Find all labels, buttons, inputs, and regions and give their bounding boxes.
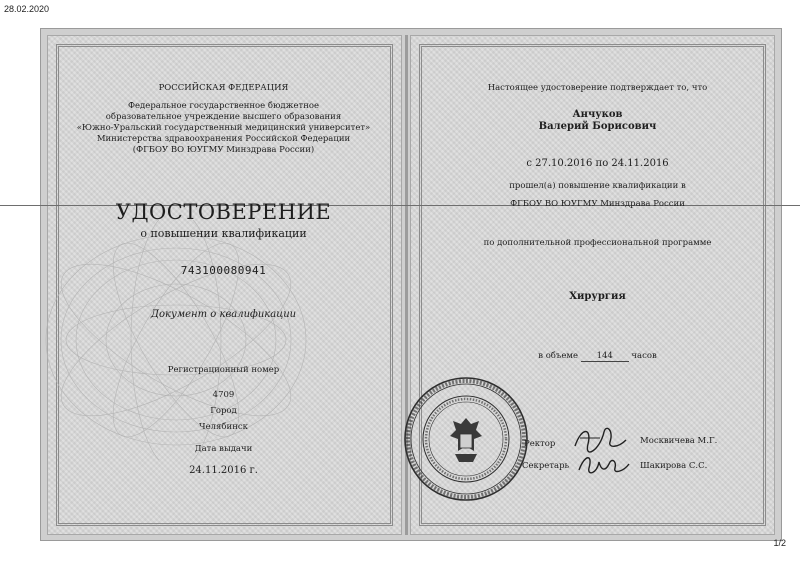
program-label: по дополнительной профессиональной программе	[483, 238, 712, 248]
official-seal-icon	[403, 376, 529, 502]
issue-date-label: Дата выдачи	[194, 444, 253, 454]
volume-hours: 144	[581, 351, 629, 362]
org-line-5: (ФГБОУ ВО ЮУГМУ Минздрава России)	[132, 145, 315, 155]
rector-name: Москвичева М.Г.	[640, 436, 718, 446]
secretary-signature-icon	[575, 448, 633, 482]
program-name: Хирургия	[569, 291, 626, 302]
document-type: Документ о квалификации	[150, 309, 297, 320]
volume-prefix: в объеме	[538, 351, 579, 361]
training-period: с 27.10.2016 по 24.11.2016	[526, 158, 669, 169]
secretary-name: Шакирова С.С.	[640, 461, 708, 471]
passed-training-text: прошел(а) повышение квалификации в	[509, 181, 686, 191]
volume-line	[415, 351, 780, 362]
city-value: Челябинск	[199, 422, 248, 432]
certificate-subtitle: о повышении квалификации	[140, 227, 307, 240]
registration-label: Регистрационный номер	[167, 365, 280, 375]
secretary-label: Секретарь	[522, 461, 570, 471]
org-line-4: Министерства здравоохранения Российской Федерации	[96, 134, 351, 144]
registration-number: 4709	[212, 390, 235, 400]
serial-number: 743100080941	[180, 264, 267, 277]
institution-name: ФГБОУ ВО ЮУГМУ Минздрава России	[510, 199, 685, 209]
holder-name: Валерий Борисович	[538, 121, 657, 132]
org-line-3: «Южно-Уральский государственный медицинский университет»	[76, 123, 371, 133]
city-label: Город	[210, 406, 237, 416]
org-line-1: Федеральное государственное бюджетное	[127, 101, 320, 111]
print-date: 28.02.2020	[4, 4, 50, 14]
page-number: 1/2	[773, 538, 786, 548]
intro-text: Настоящее удостоверение подтверждает то, что	[487, 83, 708, 93]
org-line-2: образовательное учреждение высшего образования	[105, 112, 342, 122]
certificate-title: УДОСТОВЕРЕНИЕ	[115, 200, 332, 224]
holder-surname: Анчуков	[572, 109, 623, 120]
country-heading: РОССИЙСКАЯ ФЕДЕРАЦИЯ	[158, 83, 289, 93]
volume-suffix: часов	[631, 351, 657, 361]
issue-date: 24.11.2016 г.	[189, 465, 258, 476]
rector-label: Ректор	[524, 439, 556, 449]
